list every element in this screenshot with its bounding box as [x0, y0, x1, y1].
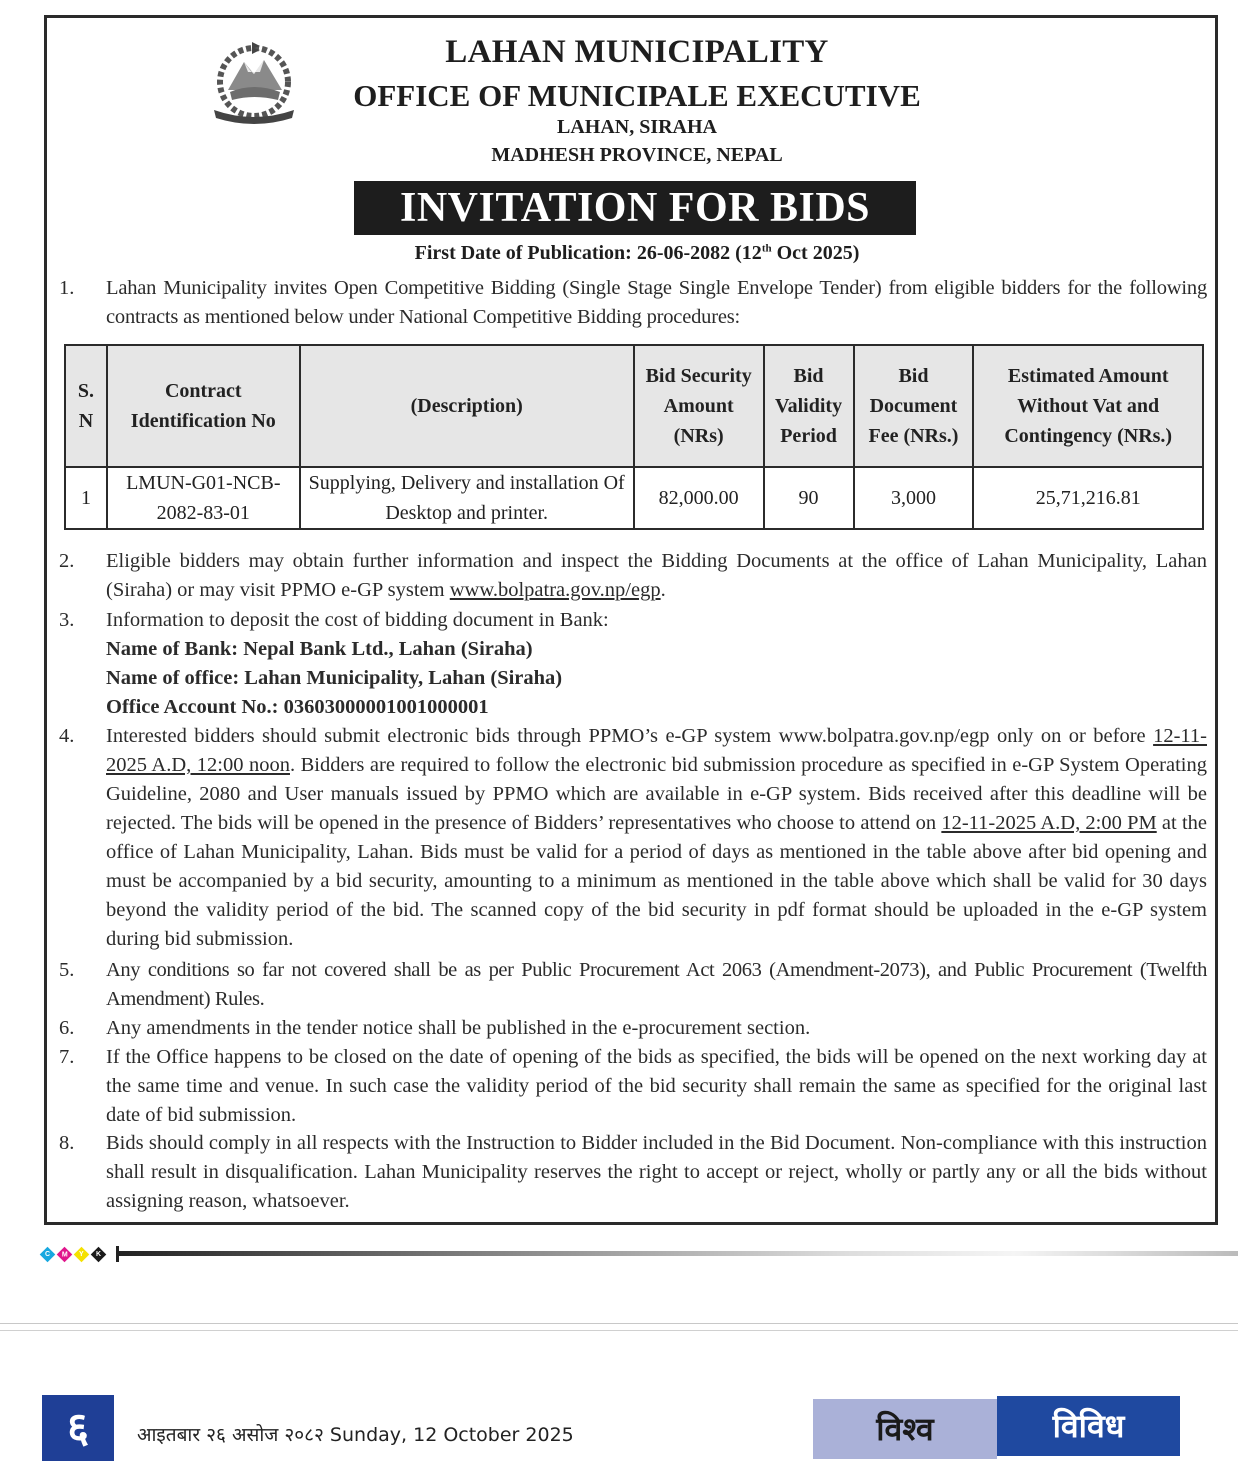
table-row [65, 467, 1203, 529]
cell-doc-fee: 3,000 [854, 467, 974, 529]
clause-text-part: . Bidders are required to follow the electronic bid submission procedure as specified in e-GP System Operating Guideline, 2080 and User manuals issued by PPMO which are available in e-GP system. Bids received after this deadline will be rejected. The bids will be opened in the presence of Bidders’ representatives who choose to attend on [106, 754, 1207, 834]
clause-text-part: Eligible bidders may obtain further information and inspect the Bidding Documents at the office of Lahan Municipality, Lahan (Siraha) or may visit PPMO e-GP system [106, 550, 1207, 601]
clause-text-part: at the office of Lahan Municipality, Lahan. Bids must be valid for a period of days as mentioned in the table above after bid opening and must be accompanied by a bid security, amounting to a minimum as mentioned in the table above which shall be valid for 30 days beyond the validity period of the bid. The scanned copy of the bid security in pdf format should be uploaded in the e-GP system during bid submission. [106, 812, 1207, 950]
publication-date-rest: Oct 2025) [771, 242, 860, 264]
clause-text: Bids should comply in all respects with the Instruction to Bidder included in the Bid Document. Non-compliance with this instruction shall result in disqualification. Lahan Municipality reserves the right to accept or reject, wholly or partly any or all the bids without assigning reason, whatsoever. [106, 1132, 1207, 1212]
office-location: LAHAN, SIRAHA [556, 116, 718, 138]
publication-date-label: First Date of Publication: 26-06-2082 (12 [414, 242, 762, 264]
clause-number: 3. [59, 609, 75, 631]
page-number-badge: ६ [42, 1395, 114, 1461]
col-header-description: (Description) [300, 345, 634, 467]
publication-date [247, 242, 1027, 265]
clause-text-part: . [660, 579, 666, 601]
cell-contract-id: LMUN-G01-NCB-2082-83-01 [107, 467, 300, 529]
mark-letter: C [44, 1250, 51, 1258]
clause-number: 4. [59, 725, 75, 747]
page-divider [0, 1330, 1238, 1331]
clause-text: If the Office happens to be closed on the date of opening of the bids as specified, the bids will be opened on the next working day at the same time and venue. In such case the validity period of the bid security shall remain the same as specified for the original last date of bid submission. [106, 1046, 1207, 1126]
office-name: OFFICE OF MUNICIPALE EXECUTIVE [353, 78, 921, 113]
clause-8 [59, 1129, 1207, 1216]
bank-info-intro: Information to deposit the cost of bidding document in Bank: [106, 609, 609, 631]
notice-title-banner: INVITATION FOR BIDS [354, 181, 916, 235]
office-province: MADHESH PROVINCE, NEPAL [491, 144, 783, 166]
mark-letter: M [61, 1250, 68, 1258]
bank-name: Name of Bank: Nepal Bank Ltd., Lahan (Siraha) [106, 638, 533, 660]
col-header-contract-id: Contract Identification No [107, 345, 300, 467]
clause-5 [59, 956, 1207, 1014]
black-mark-icon [91, 1246, 107, 1262]
cmyk-registration-marks [42, 1246, 110, 1262]
col-header-sn: S. N [65, 345, 107, 467]
cyan-mark-icon [40, 1246, 56, 1262]
mark-letter: Y [79, 1250, 84, 1258]
mark-letter: K [95, 1250, 102, 1258]
clause-text: Any amendments in the tender notice shall be published in the e-procurement section. [106, 1017, 811, 1039]
clause-number: 6. [59, 1017, 75, 1039]
clause-3 [59, 606, 1207, 722]
clause-number: 8. [59, 1132, 75, 1154]
page-divider [0, 1323, 1238, 1324]
tender-notice [44, 15, 1218, 1225]
clause-1 [59, 274, 1207, 332]
cell-sn: 1 [65, 467, 107, 529]
publication-date-sup: th [761, 242, 772, 255]
clause-7 [59, 1043, 1207, 1130]
clause-4 [59, 722, 1207, 954]
cell-bid-security: 82,000.00 [634, 467, 764, 529]
table-header-row [65, 345, 1203, 467]
clause-number: 7. [59, 1046, 75, 1068]
print-gradient-bar [119, 1251, 1238, 1256]
section-tab-misc[interactable]: विविध [997, 1396, 1180, 1456]
opening-time: 12-11-2025 A.D, 2:00 PM [941, 812, 1157, 834]
clause-6 [59, 1014, 1207, 1043]
cell-estimated-amount: 25,71,216.81 [973, 467, 1203, 529]
clause-text [106, 547, 1207, 605]
clause-2 [59, 547, 1207, 605]
egp-link[interactable]: www.bolpatra.gov.np/egp [449, 579, 661, 601]
cell-validity: 90 [764, 467, 854, 529]
org-name: LAHAN MUNICIPALITY [445, 34, 829, 70]
col-header-doc-fee: Bid Document Fee (NRs.) [854, 345, 974, 467]
clause-text-part: Interested bidders should submit electronic bids through PPMO’s e-GP system www.bolpatra.gov.np/egp only on or before [106, 725, 1154, 747]
section-tab-world[interactable]: विश्व [813, 1399, 997, 1459]
clause-number: 1. [59, 277, 75, 299]
yellow-mark-icon [74, 1246, 90, 1262]
clause-number: 5. [59, 959, 75, 981]
submission-deadline: 12-11-2025 A.D, 12:00 noon [106, 725, 1207, 776]
bids-table [64, 344, 1204, 530]
col-header-validity: Bid Validity Period [764, 345, 854, 467]
footer-date: आइतबार २६ असोज २०८२ Sunday, 12 October 2025 [137, 1424, 574, 1446]
col-header-estimated-amount: Estimated Amount Without Vat and Contingency (NRs.) [973, 345, 1203, 467]
account-number: Office Account No.: 03603000001001000001 [106, 696, 489, 718]
office-name-bank: Name of office: Lahan Municipality, Lahan (Siraha) [106, 667, 563, 689]
magenta-mark-icon [57, 1246, 73, 1262]
clause-text [106, 722, 1207, 954]
clause-text [106, 606, 1207, 722]
col-header-bid-security: Bid Security Amount (NRs) [634, 345, 764, 467]
clause-number: 2. [59, 550, 75, 572]
cell-description: Supplying, Delivery and installation Of Desktop and printer. [300, 467, 634, 529]
clause-text: Lahan Municipality invites Open Competitive Bidding (Single Stage Single Envelope Tender) from eligible bidders for the following contracts as mentioned below under National Competitive Bidding procedures: [106, 277, 1207, 328]
clause-text: Any conditions so far not covered shall be as per Public Procurement Act 2063 (Amendment-2073), and Public Procurement (Twelfth Amendment) Rules. [106, 959, 1207, 1010]
